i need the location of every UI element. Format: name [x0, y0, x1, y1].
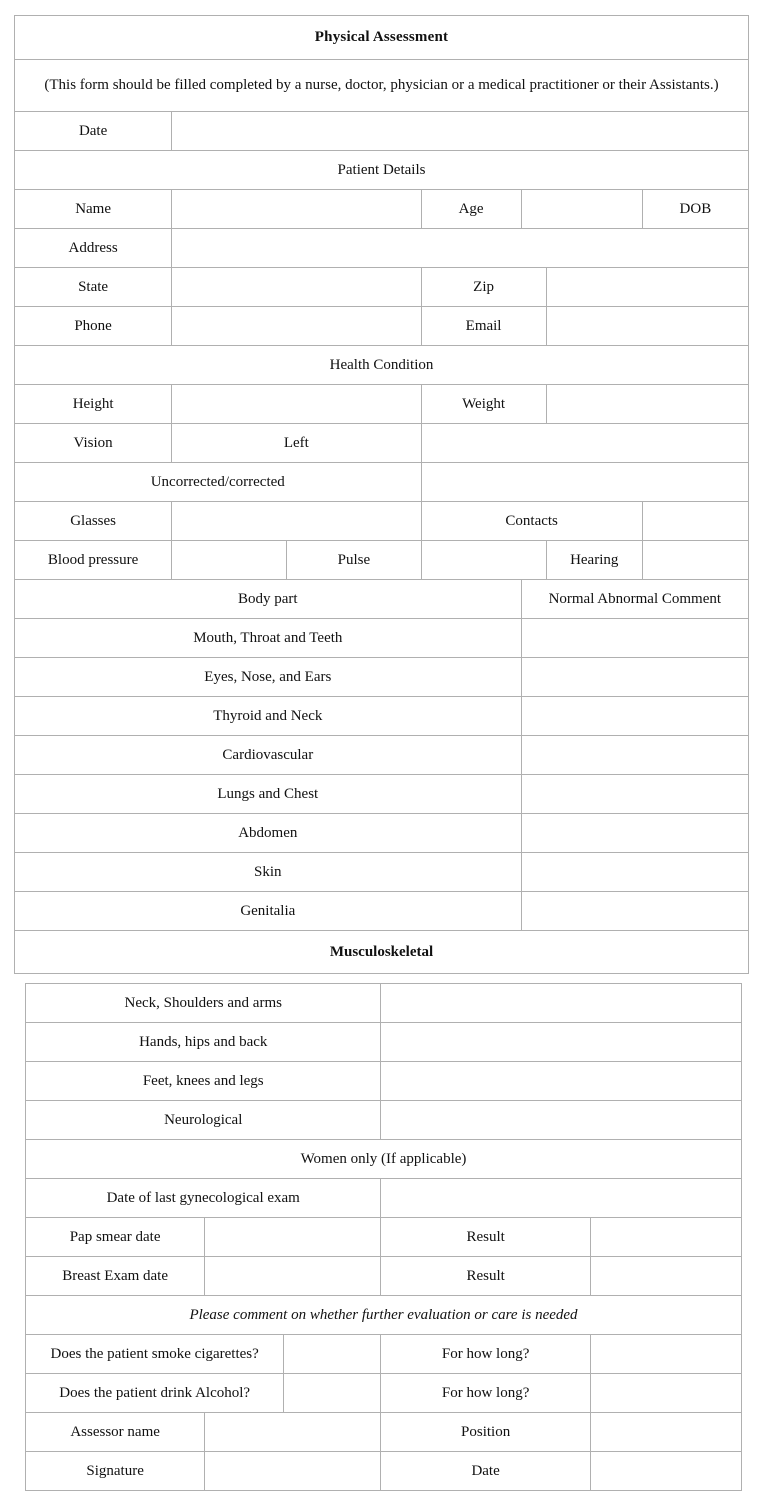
continuation-form-table — [25, 983, 742, 1491]
body-part-label: Genitalia — [15, 892, 522, 931]
glasses-label: Glasses — [15, 502, 172, 541]
page-title: Physical Assessment — [15, 16, 749, 60]
smoke-duration-input[interactable] — [590, 1335, 741, 1374]
health-condition-section-row — [15, 346, 749, 385]
pulse-label: Pulse — [287, 541, 421, 580]
further-evaluation-note: Please comment on whether further evaluation or care is needed — [26, 1296, 742, 1335]
age-input[interactable] — [521, 190, 642, 229]
further-evaluation-row — [26, 1296, 742, 1335]
vision-row — [15, 424, 749, 463]
gyn-exam-label: Date of last gynecological exam — [26, 1179, 381, 1218]
breast-exam-label: Breast Exam date — [26, 1257, 205, 1296]
body-part-row — [15, 619, 749, 658]
body-part-comment-input[interactable] — [521, 736, 748, 775]
pap-smear-row — [26, 1218, 742, 1257]
body-part-row — [15, 658, 749, 697]
pap-smear-label: Pap smear date — [26, 1218, 205, 1257]
alcohol-input[interactable] — [284, 1374, 381, 1413]
musculoskeletal-row — [26, 1023, 742, 1062]
contacts-input[interactable] — [642, 502, 748, 541]
address-row — [15, 229, 749, 268]
date-label: Date — [15, 112, 172, 151]
body-part-label: Eyes, Nose, and Ears — [15, 658, 522, 697]
signoff-date-input[interactable] — [590, 1452, 741, 1491]
body-part-comment-input[interactable] — [521, 892, 748, 931]
body-part-comment-input[interactable] — [521, 697, 748, 736]
position-label: Position — [381, 1413, 590, 1452]
body-part-row — [15, 736, 749, 775]
gyn-exam-row — [26, 1179, 742, 1218]
blood-pressure-input[interactable] — [172, 541, 287, 580]
musculoskeletal-part-label: Neurological — [26, 1101, 381, 1140]
instruction-row — [15, 60, 749, 112]
pap-result-label: Result — [381, 1218, 590, 1257]
exam-header-row — [15, 580, 749, 619]
glasses-input[interactable] — [172, 502, 421, 541]
section-header-women-only: Women only (If applicable) — [26, 1140, 742, 1179]
address-label: Address — [15, 229, 172, 268]
musculoskeletal-row — [26, 1101, 742, 1140]
age-label: Age — [421, 190, 521, 229]
state-label: State — [15, 268, 172, 307]
body-part-row — [15, 853, 749, 892]
alcohol-row — [26, 1374, 742, 1413]
musculoskeletal-part-input[interactable] — [381, 1101, 742, 1140]
body-part-label: Skin — [15, 853, 522, 892]
pap-smear-input[interactable] — [205, 1218, 381, 1257]
dob-label: DOB — [642, 190, 748, 229]
name-label: Name — [15, 190, 172, 229]
body-part-header: Body part — [15, 580, 522, 619]
signature-label: Signature — [26, 1452, 205, 1491]
body-part-label: Cardiovascular — [15, 736, 522, 775]
exam-result-header: Normal Abnormal Comment — [521, 580, 748, 619]
body-part-row — [15, 775, 749, 814]
height-weight-row — [15, 385, 749, 424]
body-part-label: Abdomen — [15, 814, 522, 853]
blood-pressure-label: Blood pressure — [15, 541, 172, 580]
body-part-comment-input[interactable] — [521, 775, 748, 814]
body-part-comment-input[interactable] — [521, 853, 748, 892]
state-input[interactable] — [172, 268, 421, 307]
breast-result-input[interactable] — [590, 1257, 741, 1296]
musculoskeletal-part-label: Hands, hips and back — [26, 1023, 381, 1062]
assessor-name-input[interactable] — [205, 1413, 381, 1452]
women-only-section-row — [26, 1140, 742, 1179]
body-part-label: Mouth, Throat and Teeth — [15, 619, 522, 658]
main-form-table — [14, 15, 749, 974]
zip-label: Zip — [421, 268, 546, 307]
breast-result-label: Result — [381, 1257, 590, 1296]
address-input[interactable] — [172, 229, 749, 268]
glasses-contacts-row — [15, 502, 749, 541]
smoke-row — [26, 1335, 742, 1374]
title-row — [15, 16, 749, 60]
body-part-comment-input[interactable] — [521, 619, 748, 658]
smoke-label: Does the patient smoke cigarettes? — [26, 1335, 284, 1374]
musculoskeletal-row — [26, 1062, 742, 1101]
smoke-duration-label: For how long? — [381, 1335, 590, 1374]
vision-left-label: Left — [172, 424, 421, 463]
musculoskeletal-part-label: Feet, knees and legs — [26, 1062, 381, 1101]
email-label: Email — [421, 307, 546, 346]
patient-details-section-row — [15, 151, 749, 190]
section-header-health-condition: Health Condition — [15, 346, 749, 385]
weight-label: Weight — [421, 385, 546, 424]
alcohol-label: Does the patient drink Alcohol? — [26, 1374, 284, 1413]
section-header-musculoskeletal: Musculoskeletal — [15, 931, 749, 974]
uncorrected-row — [15, 463, 749, 502]
date-row — [15, 112, 749, 151]
uncorrected-input[interactable] — [421, 463, 749, 502]
breast-exam-input[interactable] — [205, 1257, 381, 1296]
body-part-row — [15, 892, 749, 931]
name-input[interactable] — [172, 190, 421, 229]
body-part-label: Thyroid and Neck — [15, 697, 522, 736]
assessor-row — [26, 1413, 742, 1452]
breast-exam-row — [26, 1257, 742, 1296]
vision-input[interactable] — [421, 424, 749, 463]
phone-email-row — [15, 307, 749, 346]
weight-input[interactable] — [546, 385, 748, 424]
state-zip-row — [15, 268, 749, 307]
musculoskeletal-row — [26, 984, 742, 1023]
musculoskeletal-part-input[interactable] — [381, 984, 742, 1023]
pulse-input[interactable] — [421, 541, 546, 580]
height-label: Height — [15, 385, 172, 424]
phone-label: Phone — [15, 307, 172, 346]
musculoskeletal-part-input[interactable] — [381, 1023, 742, 1062]
smoke-input[interactable] — [284, 1335, 381, 1374]
hearing-label: Hearing — [546, 541, 642, 580]
name-age-dob-row — [15, 190, 749, 229]
alcohol-duration-input[interactable] — [590, 1374, 741, 1413]
assessor-name-label: Assessor name — [26, 1413, 205, 1452]
gyn-exam-input[interactable] — [381, 1179, 742, 1218]
date-input[interactable] — [172, 112, 749, 151]
contacts-label: Contacts — [421, 502, 642, 541]
position-input[interactable] — [590, 1413, 741, 1452]
pap-result-input[interactable] — [590, 1218, 741, 1257]
body-part-row — [15, 814, 749, 853]
form-instruction: (This form should be filled completed by a nurse, doctor, physician or a medical practitioner or their Assistants.) — [15, 60, 749, 112]
section-header-patient-details: Patient Details — [15, 151, 749, 190]
musculoskeletal-part-label: Neck, Shoulders and arms — [26, 984, 381, 1023]
alcohol-duration-label: For how long? — [381, 1374, 590, 1413]
hearing-input[interactable] — [642, 541, 748, 580]
signoff-date-label: Date — [381, 1452, 590, 1491]
height-input[interactable] — [172, 385, 421, 424]
email-input[interactable] — [546, 307, 748, 346]
musculoskeletal-section-row — [15, 931, 749, 974]
uncorrected-label: Uncorrected/corrected — [15, 463, 422, 502]
phone-input[interactable] — [172, 307, 421, 346]
zip-input[interactable] — [546, 268, 748, 307]
signature-input[interactable] — [205, 1452, 381, 1491]
body-part-comment-input[interactable] — [521, 814, 748, 853]
body-part-comment-input[interactable] — [521, 658, 748, 697]
body-part-row — [15, 697, 749, 736]
musculoskeletal-part-input[interactable] — [381, 1062, 742, 1101]
body-part-label: Lungs and Chest — [15, 775, 522, 814]
vision-label: Vision — [15, 424, 172, 463]
signature-row — [26, 1452, 742, 1491]
bp-pulse-hearing-row — [15, 541, 749, 580]
